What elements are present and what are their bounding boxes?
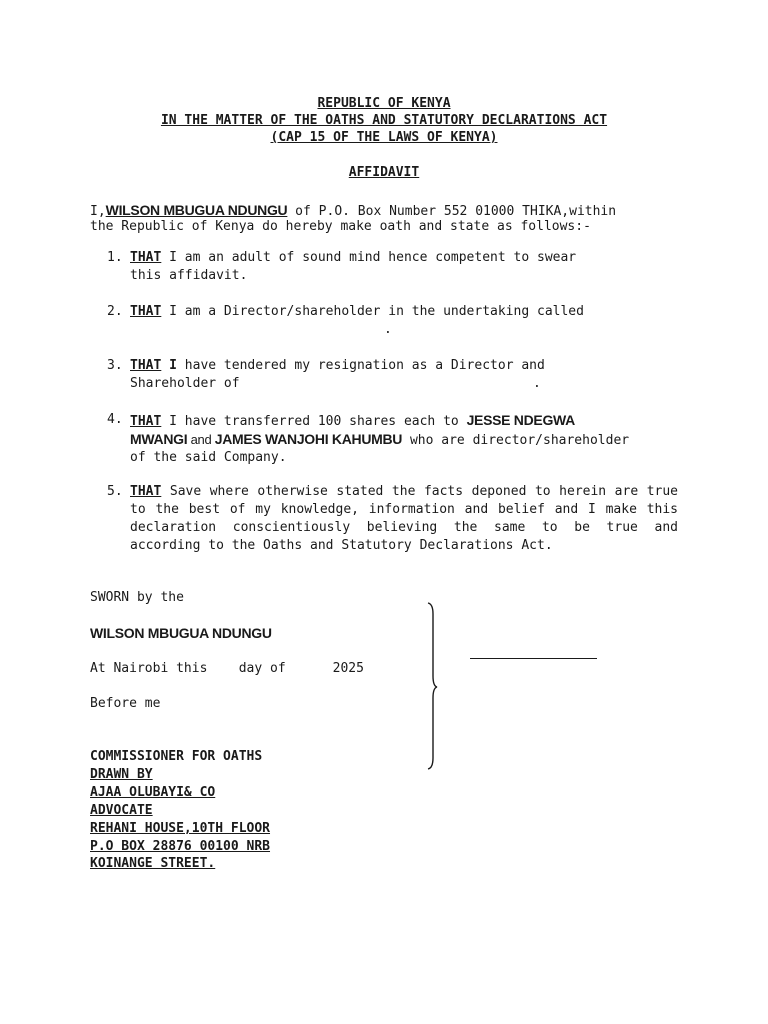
signature-line	[470, 658, 597, 659]
curly-brace-icon	[420, 600, 444, 772]
transferee-2-name: JAMES WANJOHI KAHUMBU	[214, 431, 403, 447]
firm-role: ADVOCATE	[90, 803, 153, 818]
paragraph-5-number: 5.	[107, 484, 123, 499]
commissioner-label: COMMISSIONER FOR OATHS	[90, 749, 263, 764]
place-date-line: At Nairobi this day of 2025	[90, 661, 364, 676]
document-title: AFFIDAVIT	[348, 165, 420, 180]
paragraph-3-line-2: Shareholder of	[130, 376, 240, 391]
firm-name: AJAA OLUBAYI& CO	[90, 785, 216, 800]
transferee-1-name-b: MWANGI	[130, 431, 188, 447]
paragraph-2-line-1: THAT I am a Director/shareholder in the undertaking called	[130, 304, 584, 319]
paragraph-1-line-2: this affidavit.	[130, 268, 248, 283]
intro-prefix: I,	[90, 204, 106, 219]
firm-street: KOINANGE STREET.	[90, 856, 216, 871]
firm-po-box: P.O BOX 28876 00100 NRB	[90, 839, 271, 854]
header-country: REPUBLIC OF KENYA	[317, 96, 451, 111]
drawn-by-label: DRAWN BY	[90, 767, 153, 782]
header-matter: IN THE MATTER OF THE OATHS AND STATUTORY DECLARATIONS ACT	[160, 113, 608, 128]
deponent-name: WILSON MBUGUA NDUNGU	[105, 202, 288, 218]
paragraph-1-line-1: THAT I am an adult of sound mind hence competent to swear	[130, 250, 577, 265]
paragraph-3-keyword: THAT	[130, 358, 162, 373]
paragraph-4-line-3: of the said Company.	[130, 450, 287, 465]
paragraph-4-keyword: THAT	[130, 414, 162, 429]
intro-line-2: the Republic of Kenya do hereby make oath and state as follows:-	[90, 219, 591, 234]
paragraph-4-number: 4.	[107, 412, 123, 427]
before-me-label: Before me	[90, 696, 161, 711]
paragraph-5-body: THAT Save where otherwise stated the facts deponed to herein are true to the best of my knowledge, information and belief and I make this declaration conscientiously believing the same to be true and according to the Oaths and Statutory Declarations Act.	[130, 484, 679, 553]
paragraph-2-keyword: THAT	[130, 304, 162, 319]
paragraph-2-number: 2.	[107, 304, 123, 319]
paragraph-3-number: 3.	[107, 358, 123, 373]
paragraph-1-keyword: THAT	[130, 250, 162, 265]
transferee-1-name-a: JESSE NDEGWA	[466, 412, 575, 428]
paragraph-5-keyword: THAT	[130, 484, 162, 499]
paragraph-4-line-2: MWANGI and JAMES WANJOHI KAHUMBU who are director/shareholder	[130, 431, 630, 448]
paragraph-3-line-2-end: .	[533, 376, 541, 391]
paragraph-2-line-2: .	[384, 322, 392, 337]
paragraph-3-line-1: THAT I have tendered my resignation as a Director and	[130, 358, 545, 373]
paragraph-4-line-1: THAT I have transferred 100 shares each to JESSE NDEGWA	[130, 412, 575, 429]
sworn-by-label: SWORN by the	[90, 590, 184, 605]
jurat-deponent-name: WILSON MBUGUA NDUNGU	[90, 625, 272, 641]
header-cap: (CAP 15 OF THE LAWS OF KENYA)	[270, 130, 498, 145]
firm-building: REHANI HOUSE,10TH FLOOR	[90, 821, 271, 836]
paragraph-1-number: 1.	[107, 250, 123, 265]
intro-address: of P.O. Box Number 552 01000 THIKA,within	[287, 204, 617, 219]
